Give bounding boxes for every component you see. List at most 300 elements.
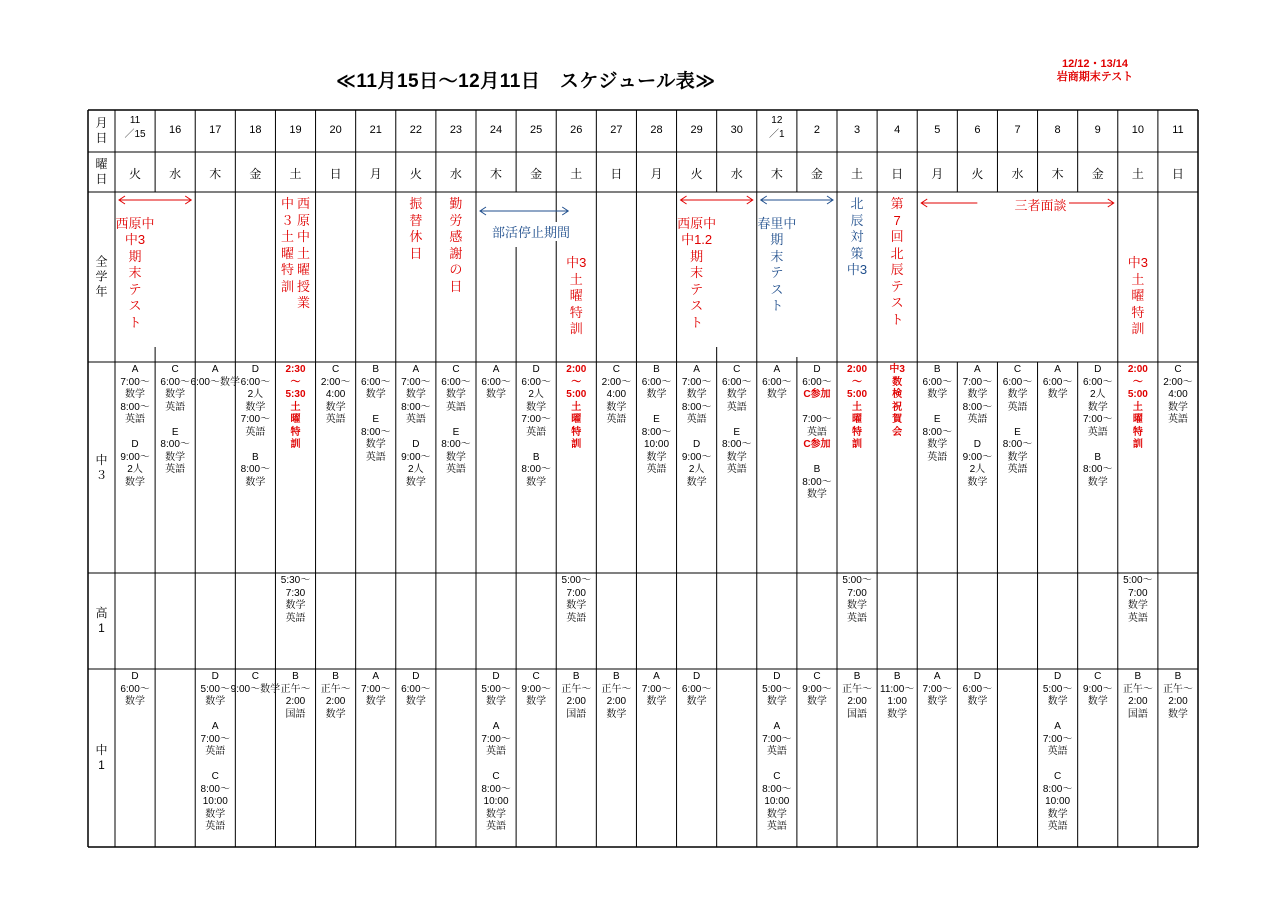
chu3-cell-line: 2人 <box>408 464 424 475</box>
chu1-cell-line: 数学 <box>526 696 547 707</box>
chu3-cell-line: 2人 <box>969 464 986 475</box>
chu3-cell <box>889 364 905 439</box>
chu3-cell-line: 数学 <box>606 401 627 413</box>
chu1-cell-line: 7:00〜 <box>762 733 792 745</box>
chu1-cell-line: 英語 <box>205 821 226 832</box>
page-title: ≪11月15日〜12月11日 スケジュール表≫ <box>336 71 716 92</box>
chu1-cell-line: 数学 <box>365 696 386 707</box>
chu3-cell <box>1083 364 1112 489</box>
chu1-cell <box>923 671 952 709</box>
chu1-cell-line: 英語 <box>486 821 507 832</box>
chu1-cell-line: 2:00 <box>1168 696 1188 707</box>
chu3-cell-line: 訓 <box>571 439 582 450</box>
date-cell: 9 <box>1094 124 1101 136</box>
chu3-cell-line: 数学 <box>686 389 707 400</box>
chu3-cell-line: 英語 <box>1007 401 1028 413</box>
chu3-cell <box>120 364 149 489</box>
ko1-cell-line: 7:00 <box>847 587 867 599</box>
chu1-cell-line: A <box>211 721 219 732</box>
date-cell: 28 <box>650 124 663 136</box>
chu3-cell-line: 数学 <box>365 439 386 450</box>
chu3-cell-line: 英語 <box>726 464 747 475</box>
chu3-cell-line: 9:00〜 <box>401 451 431 463</box>
chu3-cell-line: 2:00 <box>1127 364 1148 375</box>
all-grade-event-title: 春里中 <box>757 216 797 231</box>
chu3-cell-line: 数学 <box>766 389 787 400</box>
chu3-cell <box>802 364 831 502</box>
chu3-cell-line: 土 <box>571 401 582 413</box>
chu3-cell-line: A <box>131 364 139 375</box>
chu3-cell-line: 7:00〜 <box>681 376 712 388</box>
chu1-cell <box>481 671 510 834</box>
chu3-cell-line: A <box>412 364 420 375</box>
chu1-cell-line: 英語 <box>766 746 787 757</box>
date-cell: 22 <box>409 124 422 136</box>
chu3-cell-line: 英語 <box>325 414 346 425</box>
chu3-cell <box>963 364 992 489</box>
chu3-cell-line: 8:00〜 <box>1082 464 1113 475</box>
chu3-cell-line: 数 <box>892 376 903 388</box>
weekday-cell: 月 <box>650 167 663 181</box>
chu3-cell-line: 英語 <box>927 451 948 463</box>
chu1-cell-line: 7:00〜 <box>360 683 391 695</box>
chu1-cell <box>120 671 149 709</box>
chu3-cell-line: 6:00〜 <box>240 376 271 388</box>
chu1-cell <box>561 671 591 721</box>
chu1-cell <box>361 671 390 709</box>
weekday-cell: 土 <box>289 167 302 181</box>
chu3-cell-line: 6:00〜 <box>721 376 752 388</box>
date-cell: 3 <box>853 124 861 136</box>
chu3-cell-line: A <box>693 364 700 375</box>
chu1-cell-line <box>481 709 510 722</box>
chu1-cell-line: B <box>292 671 299 682</box>
chu3-cell-line: 数学 <box>646 389 667 400</box>
ko1-cell-line: 7:00 <box>566 587 586 599</box>
sansha-label: 三者面談 <box>1011 195 1069 214</box>
chu3-cell-line: B <box>1094 451 1102 463</box>
chu3-cell-line: 土 <box>852 401 863 413</box>
chu1-cell-line: A <box>1054 721 1061 732</box>
chu3-cell-line: B <box>933 364 941 375</box>
chu3-cell <box>441 364 470 477</box>
chu1-cell-line: 11:00〜 <box>880 683 915 695</box>
chu1-cell-line: 数学 <box>1047 696 1068 707</box>
date-cell: 29 <box>690 124 703 136</box>
chu1-cell <box>1123 671 1153 721</box>
chu3-cell-line: 数学 <box>967 389 988 400</box>
chu3-cell-line: 6:00〜 <box>1042 376 1073 388</box>
all-grade-event: 中3 期 末 テ ス ト <box>124 232 146 330</box>
chu3-cell-line: 数学 <box>1007 389 1028 400</box>
date-cell: 24 <box>489 124 503 136</box>
all-grade-event: 勤 労 感 謝 の 日 <box>449 196 463 294</box>
chu3-cell-line: 〜 <box>571 376 582 388</box>
ko1-cell <box>842 575 871 625</box>
chu3-cell-line: A <box>974 364 981 375</box>
chu3-cell-line: 英語 <box>967 414 988 425</box>
chu3-cell-line: 数学 <box>405 476 426 488</box>
weekday-cell: 木 <box>1051 167 1064 181</box>
chu1-cell <box>201 671 230 834</box>
chu3-cell-line: B <box>653 364 660 375</box>
chu3-cell <box>1003 364 1032 477</box>
chu1-cell-line: 9:00〜 <box>802 683 832 695</box>
chu1-cell-line: A <box>653 671 660 682</box>
date-cell: 20 <box>329 124 342 136</box>
chu1-cell-line: 英語 <box>1047 821 1068 832</box>
chu3-cell-line: 8:00〜 <box>922 426 952 438</box>
chu1-cell-line: 6:00〜 <box>401 683 431 695</box>
chu1-cell-line: 数学 <box>927 696 948 707</box>
chu1-cell-line: 5:00〜 <box>481 683 511 695</box>
chu1-cell-line: 数学 <box>1167 708 1188 720</box>
chu3-cell-line: 英語 <box>405 414 426 425</box>
chu1-cell-line: C <box>532 671 540 682</box>
date-cell: 10 <box>1131 124 1144 136</box>
chu3-cell-line: 8:00〜 <box>641 426 672 438</box>
chu3-cell-line: 特 <box>852 426 863 438</box>
chu1-cell <box>601 671 631 721</box>
chu1-cell-line: 5:00〜 <box>1042 683 1073 695</box>
chu3-cell-line: 8:00〜 <box>441 439 471 450</box>
chu3-cell-line: 曜 <box>852 414 863 425</box>
weekday-cell: 水 <box>449 167 462 181</box>
chu3-cell-line <box>963 427 992 440</box>
chu1-cell-line: 7:00〜 <box>641 683 672 695</box>
ko1-cell-line: 7:30 <box>285 587 306 599</box>
chu3-cell-line: 英語 <box>726 401 747 413</box>
chu1-cell-line: 数学 <box>1087 696 1108 707</box>
chu3-cell-line: 4:00 <box>325 389 346 400</box>
chu3-cell-line <box>160 414 189 427</box>
chu1-cell-line: 10:00 <box>202 796 228 807</box>
chu3-cell-line: 2人 <box>688 464 705 475</box>
chu3-cell-line: A <box>492 364 500 375</box>
chu1-cell-line: 7:00〜 <box>1042 733 1073 745</box>
chu3-cell-line: 祝 <box>892 401 903 413</box>
ko1-cell-line: 7:00 <box>1128 587 1148 599</box>
chu1-cell-line: B <box>1134 671 1142 682</box>
chu1-cell-line <box>481 759 510 772</box>
chu3-cell-line: 6:00〜 <box>481 376 511 388</box>
chu1-cell-line: B <box>613 671 620 682</box>
chu3-cell-line: B <box>372 364 380 375</box>
chu3-cell-line: A <box>1054 364 1061 375</box>
chu1-cell-line: C <box>1094 671 1102 682</box>
all-grade-event: 期 末 テ ス ト <box>770 232 784 313</box>
weekday-cell: 月 <box>369 167 382 181</box>
chu3-cell-line: 数学 <box>125 476 146 488</box>
chu1-cell-line: 数学 <box>205 808 226 820</box>
date-cell: 30 <box>730 124 743 136</box>
chu3-cell-line: 4:00 <box>606 389 627 400</box>
date-cell: 2 <box>813 124 820 136</box>
chu3-cell <box>923 364 952 464</box>
chu3-cell <box>321 364 350 427</box>
chu3-cell-line: 7:00〜 <box>802 414 832 425</box>
chu1-cell-line: 英語 <box>766 821 787 832</box>
date-cell: 19 <box>289 124 302 136</box>
chu3-cell-line: 9:00〜 <box>681 451 712 463</box>
weekday-cell: 日 <box>1171 167 1184 181</box>
date-cell: 16 <box>169 124 182 136</box>
weekday-cell: 木 <box>209 167 222 181</box>
chu3-cell-line: 9:00〜 <box>120 451 150 463</box>
chu3-cell-line: 7:00〜 <box>962 376 993 388</box>
chu3-cell-line: 数学 <box>245 476 266 488</box>
chu3-cell-line: D <box>692 439 701 450</box>
chu3-cell-line: C <box>331 364 340 375</box>
chu3-cell-line: 数学 <box>686 476 707 488</box>
chu3-cell <box>847 364 867 452</box>
chu3-cell-line: 数学 <box>806 489 827 500</box>
all-grade-event: 中3 土 曜 特 訓 <box>566 255 587 336</box>
ko1-cell-line: 英語 <box>1127 612 1148 624</box>
chu1-cell-line: 2:00 <box>325 696 346 707</box>
all-grade-event: 西 原 中 土 曜 授 業 <box>297 196 311 310</box>
chu1-cell-line: D <box>692 671 701 682</box>
chu3-cell-line <box>642 402 671 415</box>
chu1-cell-line: 10:00 <box>764 796 790 807</box>
chu1-cell-line: 国語 <box>847 708 868 720</box>
date-cell: 26 <box>570 124 583 136</box>
chu3-cell-line: D <box>131 439 139 450</box>
ko1-cell <box>281 575 310 625</box>
chu1-cell-line: 国語 <box>285 708 306 720</box>
chu1-cell-line: B <box>572 671 580 682</box>
chu3-cell <box>762 364 791 402</box>
ko1-cell-line: 数学 <box>847 600 868 611</box>
chu3-cell-line: 曜 <box>571 414 582 425</box>
chu1-cell <box>1163 671 1193 721</box>
chu3-cell-line: 数学 <box>165 451 186 463</box>
chu1-cell-line: 5:00〜 <box>200 683 230 695</box>
chu3-cell-line: 6:00〜 <box>360 376 391 388</box>
chu3-cell-line: 英語 <box>806 426 827 438</box>
chu3-cell-line: 8:00〜 <box>721 439 752 450</box>
ko1-cell-line: 英語 <box>847 612 868 624</box>
chu1-cell-line: 数学 <box>606 708 627 720</box>
ko1-cell-line: 数学 <box>566 600 587 611</box>
chu1-cell-line: 9:00〜数学 <box>230 683 281 695</box>
chu1-cell-line: C <box>813 671 821 682</box>
chu3-cell-line: 7:00〜 <box>401 376 431 388</box>
chu1-cell-line: B <box>853 671 861 682</box>
chu3-cell-line: C <box>171 364 179 375</box>
chu3-cell-line: D <box>412 439 420 450</box>
chu1-cell-line: A <box>492 721 500 732</box>
chu1-cell <box>321 671 351 721</box>
chu3-cell-line: 2人 <box>1089 389 1106 400</box>
chu3-cell-line: 8:00〜 <box>360 426 391 438</box>
weekday-cell: 土 <box>1131 167 1144 181</box>
chu1-cell-line: 正午〜 <box>842 683 873 695</box>
chu3-cell <box>682 364 711 489</box>
chu3-cell-line: E <box>653 414 660 425</box>
chu3-cell-line: 6:00〜 <box>922 376 952 388</box>
all-grade-event: 振 替 休 日 <box>409 196 423 261</box>
weekday-cell: 月 <box>931 167 944 181</box>
chu3-cell-line: 6:00〜 <box>441 376 471 388</box>
chu3-cell <box>160 364 189 477</box>
chu3-cell-line: 2:00 <box>566 364 587 375</box>
chu1-cell-line: 数学 <box>766 696 787 707</box>
weekday-cell: 火 <box>690 167 703 181</box>
chu3-cell-line: 8:00〜 <box>1002 439 1033 450</box>
chu1-cell-line: 8:00〜 <box>200 783 230 795</box>
weekday-cell: 水 <box>169 167 182 181</box>
chu3-cell-line: 8:00〜 <box>160 439 190 450</box>
chu1-cell-line: 国語 <box>566 708 587 720</box>
chu3-cell-line: 英語 <box>1007 464 1028 475</box>
chu3-cell-line: D <box>251 364 259 375</box>
chu3-cell-line: 数学 <box>526 476 547 488</box>
chu1-cell-line: C <box>251 671 259 682</box>
chu1-cell-line <box>762 759 791 772</box>
chu1-cell <box>521 671 550 709</box>
chu3-cell-line: 英語 <box>245 426 266 438</box>
chu3-cell-line: 数学 <box>1047 389 1068 400</box>
ko1-cell <box>562 575 591 625</box>
chu3-cell-line: A <box>211 364 219 375</box>
chu3-cell-line: A <box>773 364 781 375</box>
chu3-cell-line <box>120 427 149 440</box>
chu1-cell-line <box>201 709 230 722</box>
chu3-cell-line: E <box>452 426 460 438</box>
chu3-cell-line: 訓 <box>1132 439 1143 450</box>
chu3-cell-line: 2人 <box>528 389 544 400</box>
chu3-cell-line: 曜 <box>290 414 301 425</box>
bukatsu-label: 部活停止期間 <box>490 222 572 241</box>
chu3-cell-line: 6:00〜数学 <box>190 376 240 388</box>
chu3-cell-line: 7:00〜 <box>521 414 551 425</box>
exam-note-dates: 12/12・13/14 <box>1061 58 1129 70</box>
chu1-cell-line: A <box>933 671 941 682</box>
chu3-cell-line: 8:00〜 <box>120 401 150 413</box>
chu3-cell-line <box>923 402 952 415</box>
chu3-cell-line: C参加 <box>803 389 831 400</box>
chu1-cell-line: D <box>131 671 139 682</box>
chu3-cell-line: 5:30 <box>285 389 306 400</box>
chu3-cell-line: 数学 <box>486 389 507 400</box>
chu3-cell-line: E <box>372 414 380 425</box>
row-label-chu3: 中 ３ <box>95 452 108 482</box>
chu3-cell-line: C <box>1174 364 1182 375</box>
chu1-cell <box>802 671 831 709</box>
chu3-cell <box>722 364 751 477</box>
chu1-cell-line: 英語 <box>1047 746 1068 757</box>
chu3-cell-line: 6:00〜 <box>641 376 672 388</box>
chu1-cell-line: 8:00〜 <box>1042 783 1073 795</box>
chu3-cell-line: 数学 <box>967 476 988 488</box>
chu1-cell <box>963 671 992 709</box>
chu3-cell-line: 6:00〜 <box>762 376 792 388</box>
chu3-cell-line: 数学 <box>325 401 346 413</box>
chu3-cell-line: 9:00〜 <box>962 451 993 463</box>
chu3-cell-line: 8:00〜 <box>962 401 993 413</box>
chu1-cell-line: 数学 <box>887 708 908 720</box>
chu3-cell-line: 2:30 <box>285 364 306 375</box>
chu1-cell-line: C <box>1053 771 1062 782</box>
chu1-cell-line: C <box>211 771 219 782</box>
chu1-cell-line: 2:00 <box>566 696 586 707</box>
chu1-cell-line: 8:00〜 <box>762 783 792 795</box>
chu3-cell-line <box>802 402 831 415</box>
chu1-cell <box>842 671 872 721</box>
chu3-cell-line: 2人 <box>127 464 143 475</box>
chu1-cell-line: 数学 <box>646 696 667 707</box>
chu3-cell-line: 会 <box>892 426 903 438</box>
weekday-cell: 火 <box>971 167 984 181</box>
chu3-cell <box>1163 364 1192 427</box>
chu1-cell-line: 正午〜 <box>561 683 592 695</box>
chu3-cell-line: 数学 <box>165 389 186 400</box>
chu1-cell-line: 2:00 <box>606 696 627 707</box>
chu3-cell-line: 土 <box>1132 401 1143 413</box>
chu1-cell <box>682 671 711 709</box>
chu3-cell-line: 〜 <box>1132 376 1143 388</box>
chu3-cell-line: 8:00〜 <box>681 401 712 413</box>
chu3-cell-line: 数学 <box>646 451 667 463</box>
chu3-cell-line: 2人 <box>247 389 264 400</box>
chu1-cell-line: 2:00 <box>1128 696 1148 707</box>
chu3-cell-line: 8:00〜 <box>240 464 271 475</box>
chu1-cell <box>1083 671 1112 709</box>
chu3-cell-line: 7:00〜 <box>1082 414 1113 425</box>
chu3-cell-line: 7:00〜 <box>240 414 271 425</box>
chu1-cell-line: 6:00〜 <box>120 683 150 695</box>
chu1-cell-line: 正午〜 <box>601 683 632 695</box>
chu1-cell-line: 正午〜 <box>1162 683 1193 695</box>
chu3-cell <box>521 364 550 489</box>
chu3-cell <box>1128 364 1148 452</box>
chu1-cell-line: 数学 <box>125 696 146 707</box>
exam-note-label: 岩商期末テスト <box>1056 71 1134 83</box>
all-grade-event: 第 7 回 北 辰 テ ス ト <box>890 196 904 327</box>
weekday-cell: 金 <box>1091 167 1104 181</box>
ko1-cell-line: 数学 <box>1127 600 1148 611</box>
all-grade-event-title: 西原中 <box>677 216 717 231</box>
chu1-cell-line: 正午〜 <box>1122 683 1153 695</box>
chu3-cell <box>566 364 586 452</box>
chu3-cell-line: 〜 <box>290 376 301 388</box>
date-cell: 4 <box>894 124 901 136</box>
chu3-cell-line: 数学 <box>1087 476 1108 488</box>
row-label-all: 全 学 年 <box>95 254 108 299</box>
chu3-cell-line: 数学 <box>1087 401 1108 413</box>
chu1-cell-line: 数学 <box>766 808 787 820</box>
chu3-cell-line: 数学 <box>245 401 266 413</box>
ko1-cell-line: 5:00〜 <box>1123 575 1153 586</box>
weekday-cell: 土 <box>570 167 583 181</box>
chu3-cell-line: E <box>1014 426 1021 438</box>
chu3-cell <box>481 364 510 402</box>
chu3-cell <box>401 364 430 489</box>
chu3-cell <box>191 364 240 389</box>
chu3-cell-line: 6:00〜 <box>1002 376 1033 388</box>
chu3-cell-line: 数学 <box>445 389 466 400</box>
chu1-cell-line: B <box>893 671 901 682</box>
chu1-cell-line: 7:00〜 <box>481 733 511 745</box>
weekday-cell: 金 <box>530 167 543 181</box>
chu3-cell-line: 2:00 <box>847 364 868 375</box>
chu3-cell-line: 数学 <box>1007 451 1028 463</box>
chu1-cell-line: 1:00 <box>887 696 907 707</box>
chu1-cell-line: 9:00〜 <box>1082 683 1113 695</box>
chu1-cell-line: 英語 <box>486 746 507 757</box>
ko1-cell-line: 英語 <box>285 612 306 624</box>
